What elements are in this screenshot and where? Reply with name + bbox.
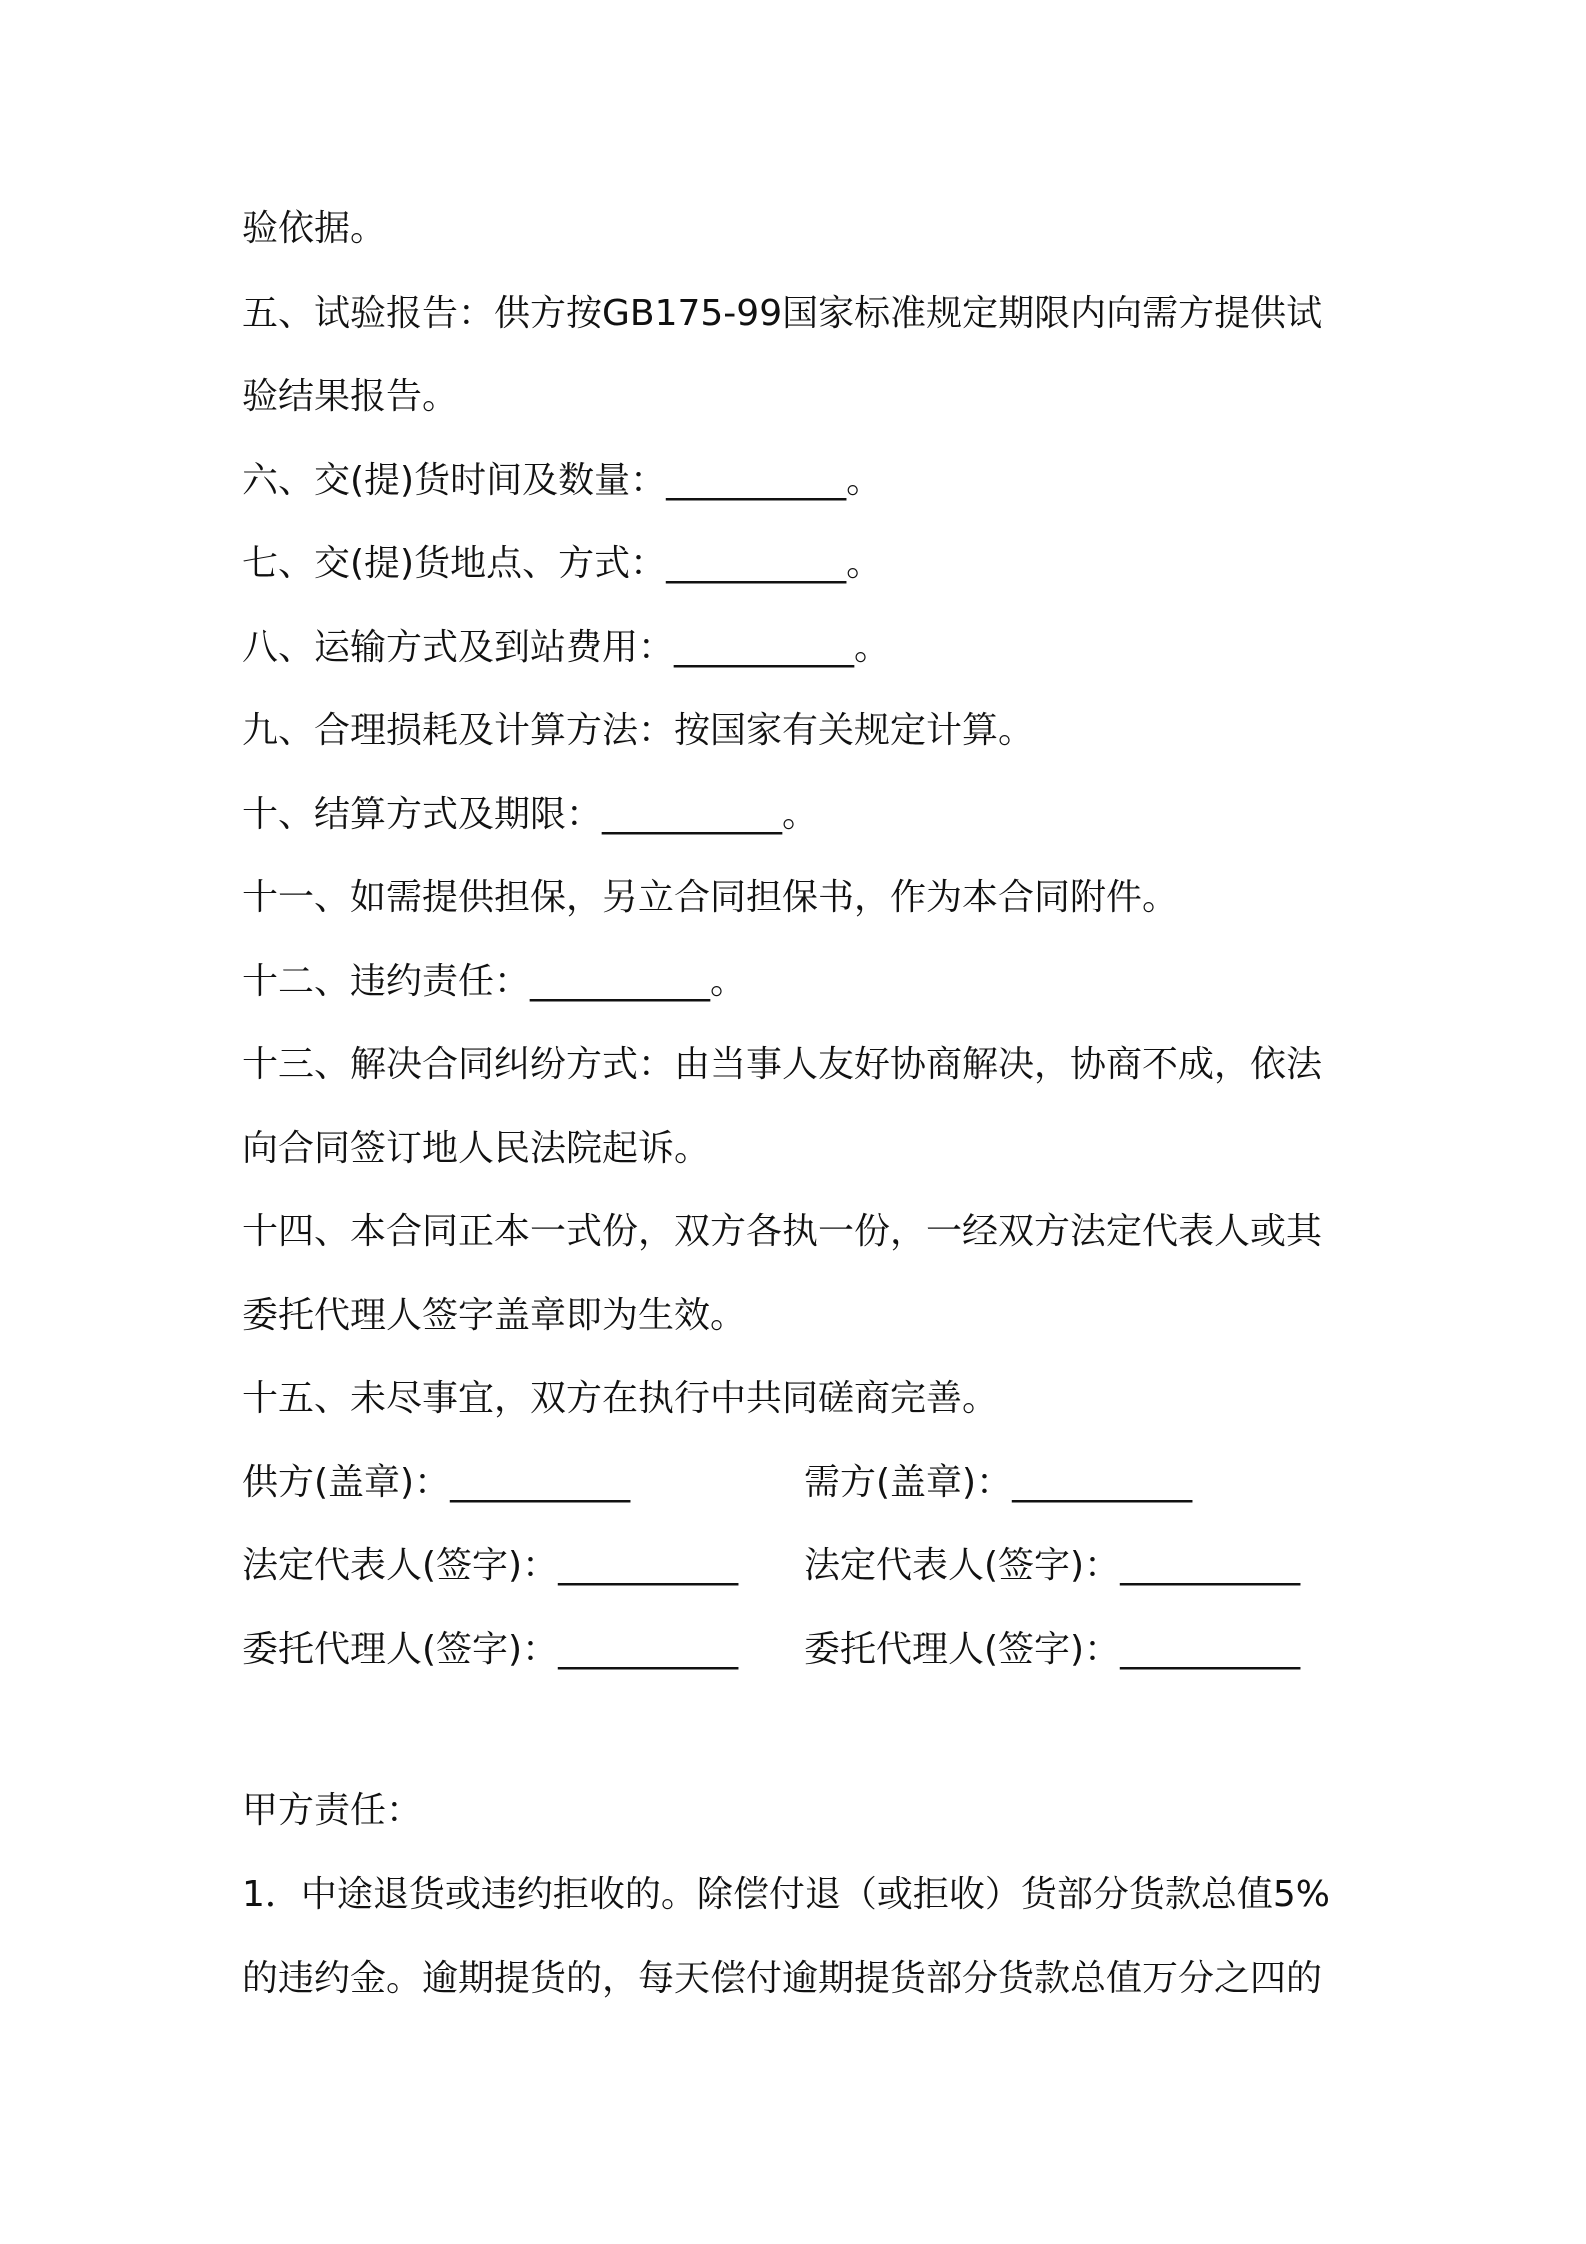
clause-13-dispute: 十三、解决合同纠纷方式：由当事人友好协商解决，协商不成，依法: [242, 1044, 1323, 1085]
clause-6-delivery-time: 六、交(提)货时间及数量：__________。: [242, 460, 883, 501]
clause-5-continuation: 验结果报告。: [242, 376, 459, 417]
buyer-agent-field: 委托代理人(签字)：__________: [804, 1629, 1301, 1670]
clause-12-liability: 十二、违约责任：__________。: [242, 961, 747, 1002]
clause-9-loss-calculation: 九、合理损耗及计算方法：按国家有关规定计算。: [242, 710, 1035, 751]
clause-7-delivery-place: 七、交(提)货地点、方式：__________。: [242, 543, 883, 584]
clause-13-continuation: 向合同签订地人民法院起诉。: [242, 1128, 711, 1169]
party-a-item-1-continuation: 的违约金。逾期提货的，每天偿付逾期提货部分货款总值万分之四的: [242, 1958, 1323, 1999]
signature-row-seal: [242, 1459, 1362, 1507]
signature-row-agent: [242, 1626, 1362, 1674]
buyer-representative-field: 法定代表人(签字)：__________: [804, 1545, 1301, 1586]
party-a-heading: 甲方责任：: [242, 1790, 423, 1831]
buyer-seal-field: 需方(盖章)：__________: [804, 1462, 1193, 1503]
party-a-item-1: 1．中途退货或违约拒收的。除偿付退（或拒收）货部分货款总值5%: [242, 1874, 1331, 1915]
clause-5-test-report: 五、试验报告：供方按GB175-99国家标准规定期限内向需方提供试: [242, 293, 1323, 334]
clause-10-settlement: 十、结算方式及期限：__________。: [242, 794, 819, 835]
clause-4-continuation: 验依据。: [242, 208, 387, 249]
supplier-agent-field: 委托代理人(签字)：__________: [242, 1629, 739, 1670]
clause-14-continuation: 委托代理人签字盖章即为生效。: [242, 1295, 747, 1336]
clause-15-misc: 十五、未尽事宜，双方在执行中共同磋商完善。: [242, 1378, 999, 1419]
supplier-seal-field: 供方(盖章)：__________: [242, 1462, 631, 1503]
clause-14-copies: 十四、本合同正本一式份，双方各执一份，一经双方法定代表人或其: [242, 1211, 1323, 1252]
supplier-representative-field: 法定代表人(签字)：__________: [242, 1545, 739, 1586]
clause-8-transport: 八、运输方式及到站费用：__________。: [242, 627, 891, 668]
signature-row-representative: [242, 1542, 1362, 1590]
clause-11-guarantee: 十一、如需提供担保，另立合同担保书，作为本合同附件。: [242, 877, 1179, 918]
